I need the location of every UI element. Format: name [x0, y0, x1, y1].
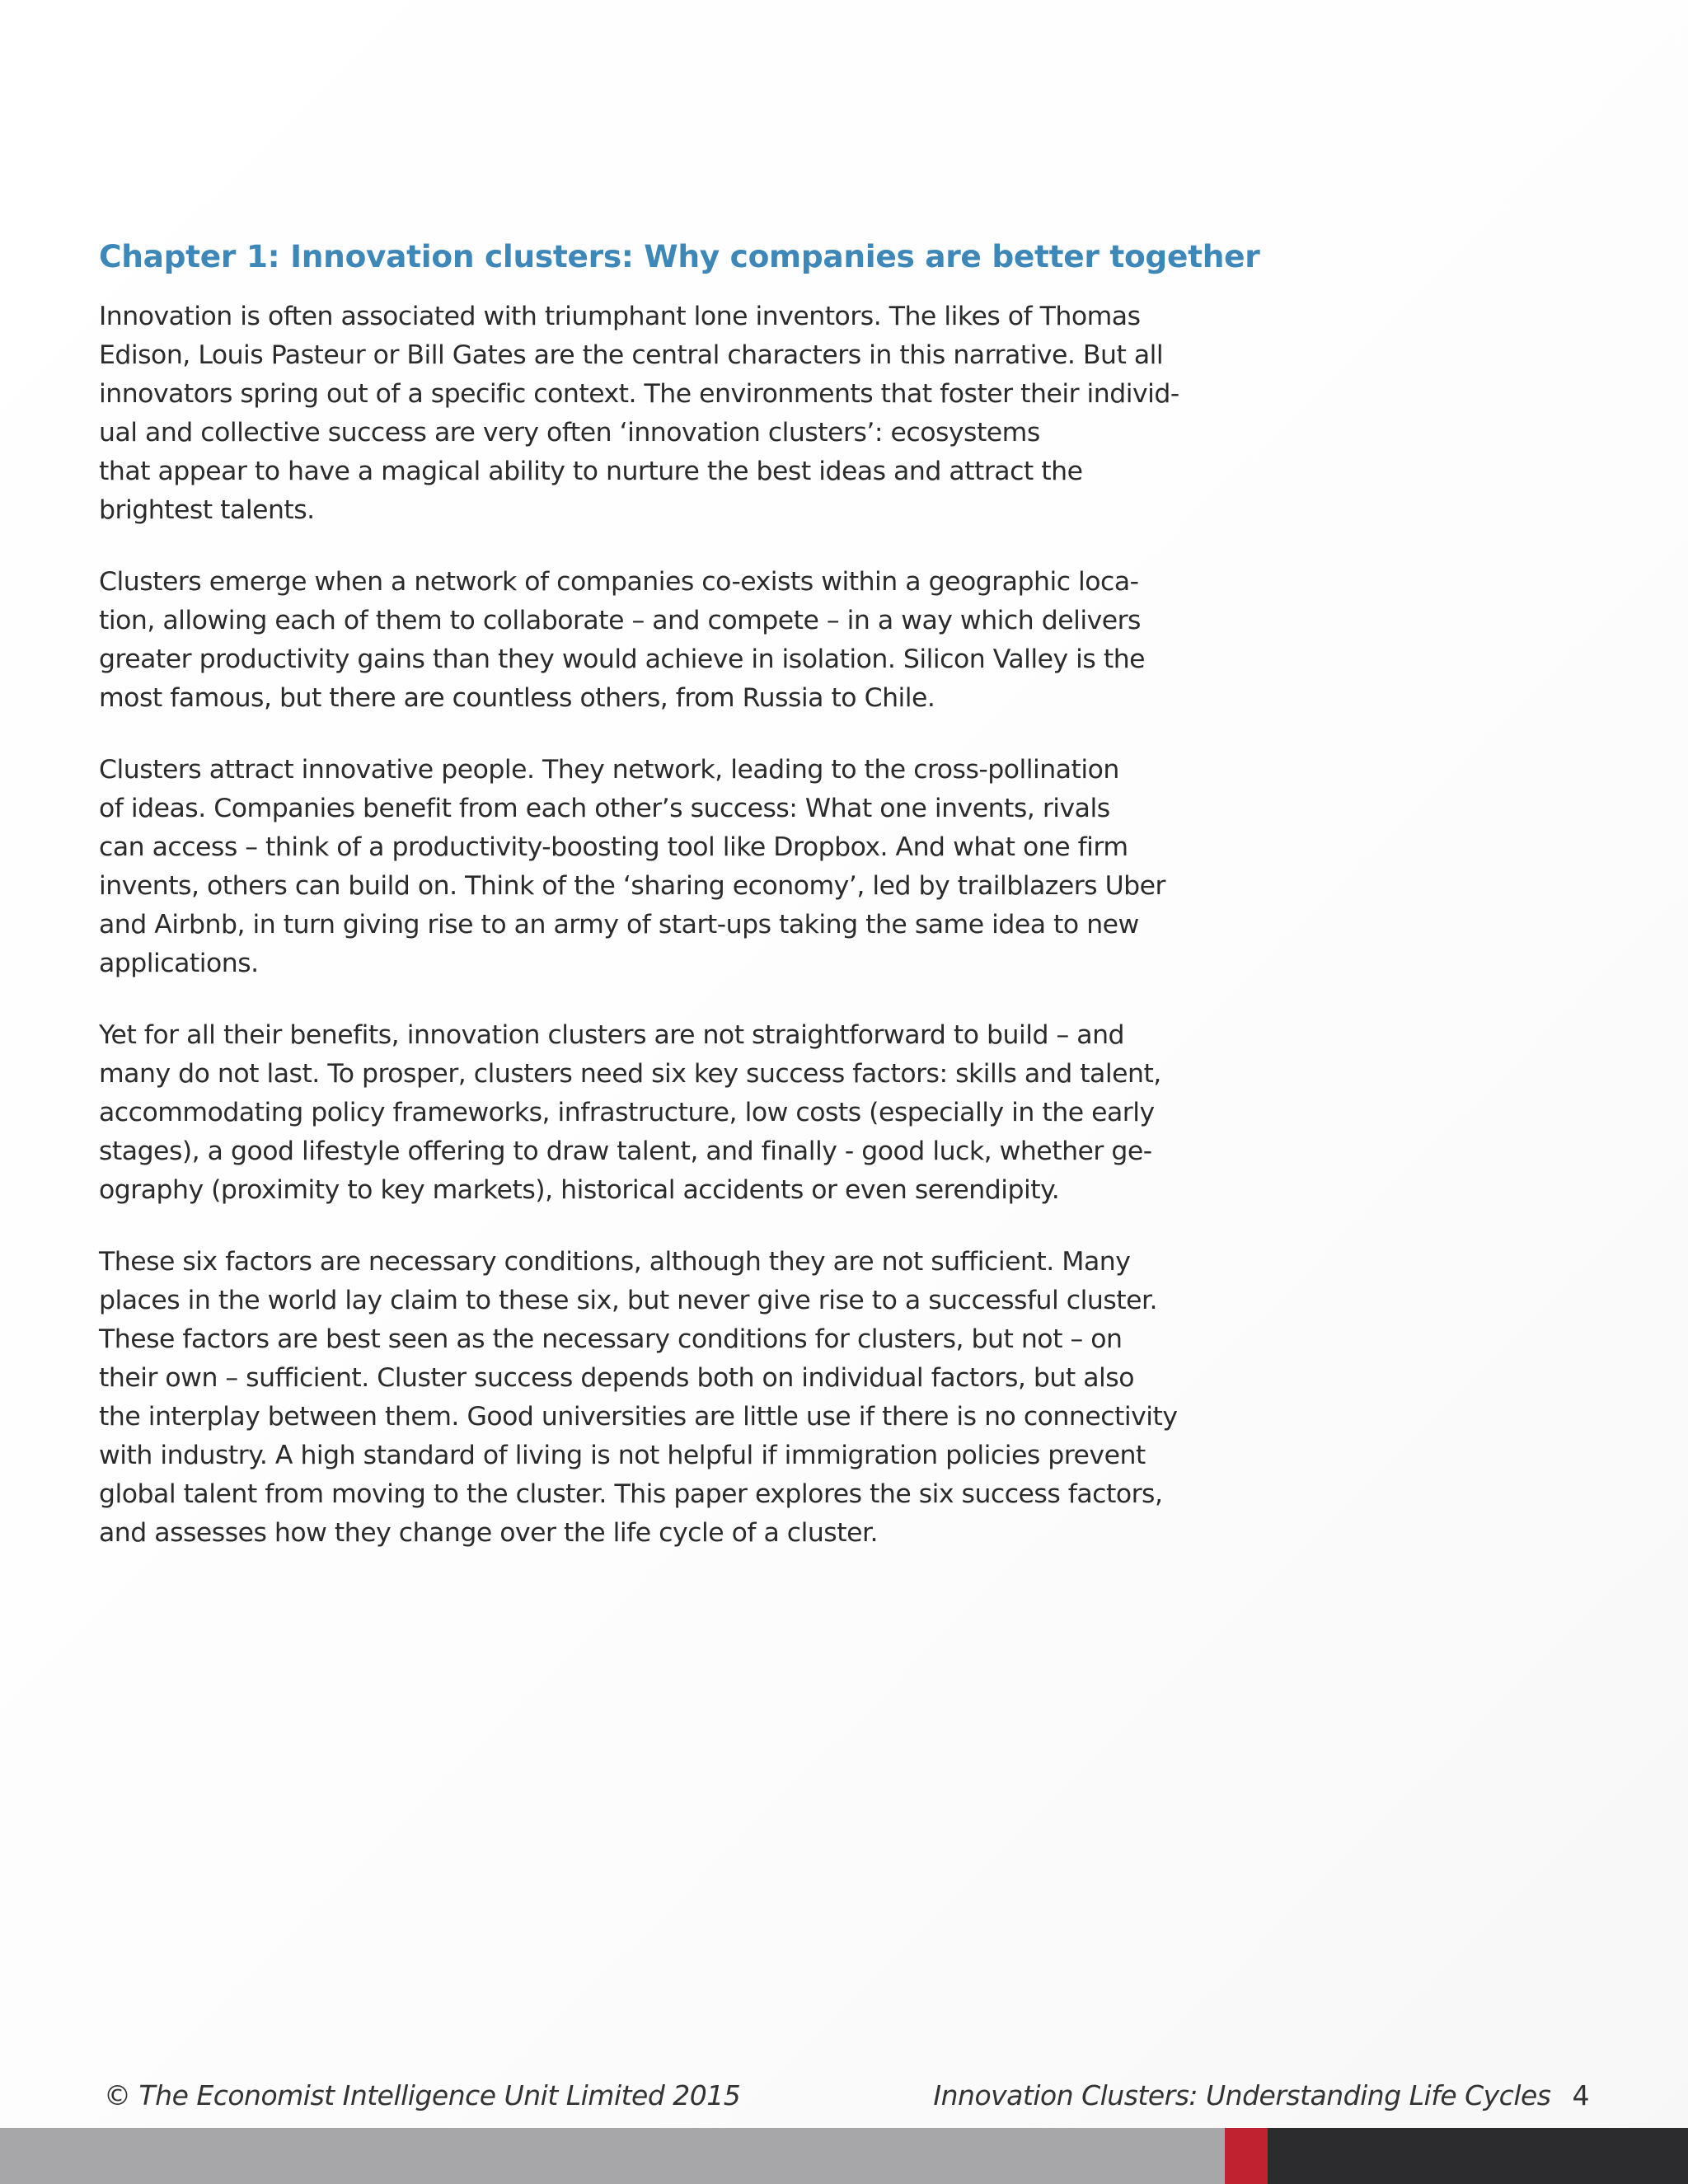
text-line: ography (proximity to key markets), historical accidents or even serendipity.: [99, 1175, 1060, 1205]
text-line: and assesses how they change over the life cycle of a cluster.: [99, 1518, 879, 1548]
chapter-title: Chapter 1: Innovation clusters: Why companies are better together: [99, 238, 1260, 274]
text-line: can access – think of a productivity-boosting tool like Dropbox. And what one firm: [99, 832, 1128, 862]
text-line: applications.: [99, 949, 259, 978]
text-line: brightest talents.: [99, 495, 315, 525]
paragraph: [99, 298, 1236, 530]
page-footer: [0, 2075, 1688, 2118]
text-line: Innovation is often associated with triumphant lone inventors. The likes of Thomas: [99, 302, 1141, 331]
text-line: greater productivity gains than they would achieve in isolation. Silicon Valley is the: [99, 644, 1146, 674]
paragraph: [99, 1016, 1236, 1210]
text-line: accommodating policy frameworks, infrastructure, low costs (especially in the early: [99, 1098, 1155, 1127]
text-line: places in the world lay claim to these six, but never give rise to a successful cluster.: [99, 1286, 1158, 1315]
paragraph: [99, 1243, 1236, 1553]
grey-bar-segment: [0, 2128, 1225, 2184]
text-line: with industry. A high standard of living is not helpful if immigration policies prevent: [99, 1441, 1146, 1470]
main-content: [99, 233, 1260, 1586]
paragraph: [99, 751, 1236, 983]
text-line: invents, others can build on. Think of the ‘sharing economy’, led by trailblazers Uber: [99, 871, 1165, 901]
footer-color-bar: [0, 2128, 1688, 2184]
text-line: many do not last. To prosper, clusters need six key success factors: skills and talent,: [99, 1059, 1161, 1089]
text-line: most famous, but there are countless others, from Russia to Chile.: [99, 683, 935, 713]
text-line: ual and collective success are very often ‘innovation clusters’: ecosystems: [99, 418, 1040, 448]
text-line: Edison, Louis Pasteur or Bill Gates are the central characters in this narrative. But all: [99, 340, 1164, 370]
text-line: Clusters attract innovative people. They network, leading to the cross-pollination: [99, 755, 1119, 785]
text-line: global talent from moving to the cluster. This paper explores the six success factors,: [99, 1479, 1163, 1509]
text-line: These six factors are necessary conditions, although they are not sufficient. Many: [99, 1247, 1131, 1277]
text-line: their own – sufficient. Cluster success depends both on individual factors, but also: [99, 1363, 1134, 1393]
text-line: of ideas. Companies benefit from each other’s success: What one invents, rivals: [99, 794, 1110, 823]
copyright-notice: © The Economist Intelligence Unit Limited 2015: [104, 2079, 741, 2111]
footer-right: [933, 2075, 1589, 2116]
dark-bar-segment: [1268, 2128, 1688, 2184]
text-line: stages), a good lifestyle offering to draw talent, and finally - good luck, whether ge-: [99, 1137, 1152, 1166]
text-line: that appear to have a magical ability to nurture the best ideas and attract the: [99, 457, 1083, 486]
text-line: Yet for all their benefits, innovation clusters are not straightforward to build – and: [99, 1020, 1125, 1050]
page-number: 4: [1572, 2079, 1589, 2111]
text-line: the interplay between them. Good universities are little use if there is no connectivity: [99, 1402, 1178, 1432]
text-line: innovators spring out of a specific context. The environments that foster their individ-: [99, 379, 1179, 409]
text-line: tion, allowing each of them to collaborate – and compete – in a way which delivers: [99, 606, 1141, 635]
report-title: Innovation Clusters: Understanding Life Cycles: [933, 2079, 1551, 2111]
red-bar-segment: [1225, 2128, 1268, 2184]
text-line: These factors are best seen as the necessary conditions for clusters, but not – on: [99, 1324, 1123, 1354]
paragraph: [99, 563, 1236, 718]
text-line: Clusters emerge when a network of companies co-exists within a geographic loca-: [99, 567, 1139, 597]
text-line: and Airbnb, in turn giving rise to an army of start-ups taking the same idea to new: [99, 910, 1139, 940]
